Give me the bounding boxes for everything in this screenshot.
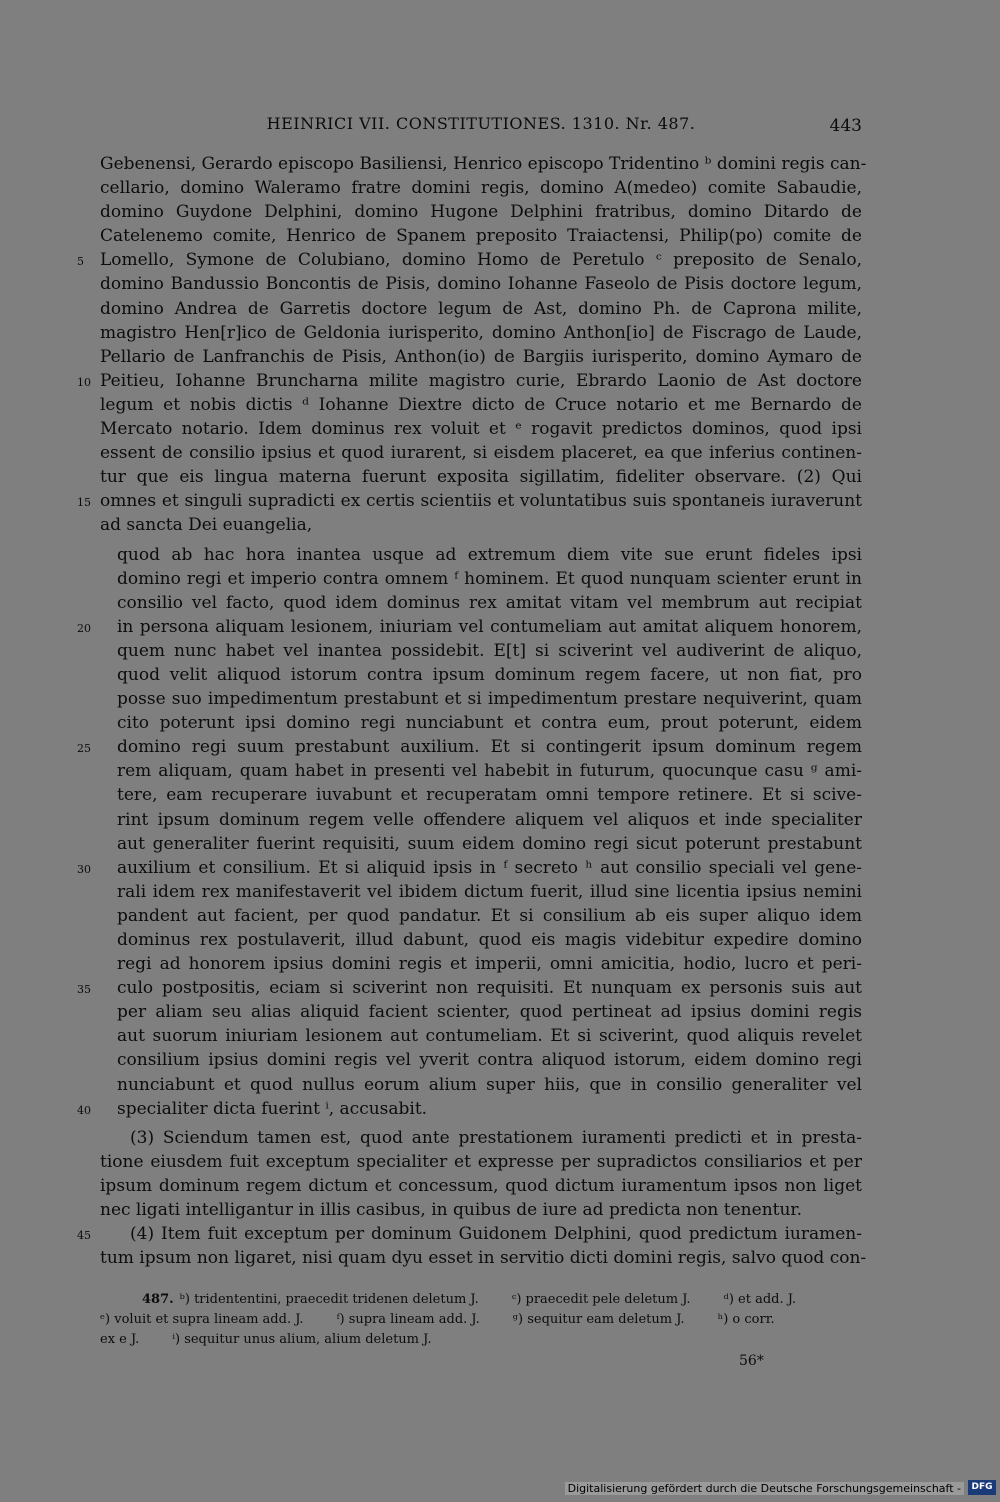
line-text: in persona aliquam lesionem, iniuriam vel contumeliam aut amitat aliquem honorem,: [117, 616, 862, 637]
text-line: [0, 663, 1000, 687]
text-line: [0, 176, 1000, 200]
line-text: Peitieu, Iohanne Bruncharna milite magistro curie, Ebrardo Laonio de Ast doctore: [100, 370, 862, 391]
footnote-text: ᵉ) voluit et supra lineam add. J. ᶠ) supra lineam add. J. ᵍ) sequitur eam deletum J. ʰ) o corr.: [100, 1312, 775, 1327]
line-text: domino Andrea de Garretis doctore legum de Ast, domino Ph. de Caprona milite,: [100, 298, 862, 319]
text-line: [0, 904, 1000, 928]
text-line: [0, 639, 1000, 663]
line-text: domino Guydone Delphini, domino Hugone Delphini fratribus, domino Ditardo de: [100, 202, 862, 223]
line-text: Gebenensi, Gerardo episcopo Basiliensi, Henrico episcopo Tridentino ᵇ domini regis can-: [100, 154, 867, 174]
footnote-document-number: 487.: [142, 1292, 174, 1307]
line-text: domino regi suum prestabunt auxilium. Et si contingerit ipsum dominum regem: [117, 737, 862, 758]
line-text: legum et nobis dictis ᵈ Iohanne Diextre dicto de Cruce notario et me Bernardo de: [100, 394, 862, 415]
text-line: [0, 1048, 1000, 1072]
line-text: magistro Hen[r]ico de Geldonia iurisperito, domino Anthon[io] de Fiscrago de Laude,: [100, 322, 862, 343]
line-text: aut generaliter fuerint requisiti, suum eidem domino regi sicut poterunt prestabunt: [117, 833, 862, 854]
text-line: [0, 152, 1000, 176]
text-line: [0, 393, 1000, 417]
text-line: [0, 952, 1000, 976]
line-text: cellario, domino Waleramo fratre domini regis, domino A(medeo) comite Sabaudie,: [100, 178, 862, 199]
line-text: ad sancta Dei euangelia,: [100, 515, 313, 536]
line-text: pandent aut facient, per quod pandatur. Et si consilium ab eis super aliquo idem: [117, 905, 862, 926]
line-number: 45: [77, 1229, 91, 1243]
text-line: [0, 928, 1000, 952]
line-number: 5: [77, 255, 84, 269]
text-line: [0, 543, 1000, 567]
line-text: nunciabunt et quod nullus eorum alium super hiis, que in consilio generaliter vel: [117, 1074, 862, 1095]
main-text: [0, 152, 1000, 1270]
footnote-line: [100, 1310, 862, 1330]
line-text: tur que eis lingua materna fuerunt exposita sigillatim, fideliter observare. (2) Qui: [100, 467, 862, 488]
line-text: quod ab hac hora inantea usque ad extremum diem vite sue erunt fideles ipsi: [117, 544, 862, 565]
line-text: specialiter dicta fuerint ⁱ, accusabit.: [117, 1098, 428, 1119]
text-line: [0, 856, 1000, 880]
text-line: [0, 687, 1000, 711]
text-line: [0, 369, 1000, 393]
line-text: culo postpositis, eciam si sciverint non requisiti. Et nunquam ex personis suis aut: [117, 978, 862, 999]
line-text: dominus rex postulaverit, illud dabunt, quod eis magis videbitur expedire domino: [117, 930, 862, 950]
text-line: [0, 224, 1000, 248]
text-line: [0, 783, 1000, 807]
line-text: Mercato notario. Idem dominus rex voluit et ᵉ rogavit predictos dominos, quod ipsi: [100, 419, 862, 440]
funding-note: Digitalisierung gefördert durch die Deutsche Forschungsgemeinschaft -: [565, 1482, 964, 1495]
footnote-text: ex e J. ⁱ) sequitur unus alium, alium deletum J.: [100, 1332, 432, 1347]
line-text: consilio vel facto, quod idem dominus rex amitat vitam vel membrum aut recipiat: [117, 592, 862, 613]
line-text: omnes et singuli supradicti ex certis scientiis et voluntatibus suis spontaneis iuraverunt: [100, 491, 862, 512]
text-line: [0, 272, 1000, 296]
line-number: 20: [77, 621, 91, 635]
signature-mark: 56*: [739, 1353, 764, 1369]
line-number: 15: [77, 496, 91, 510]
line-number: 30: [77, 862, 91, 876]
line-text: Catelenemo comite, Henrico de Spanem preposito Traiactensi, Philip(po) comite de: [100, 226, 862, 247]
footnote-line: [100, 1290, 862, 1310]
text-line: [0, 200, 1000, 224]
text-line: [0, 1073, 1000, 1097]
text-line: [0, 513, 1000, 537]
dfg-logo-icon: DFG: [968, 1480, 996, 1495]
text-line: [0, 735, 1000, 759]
line-text: tere, eam recuperare iuvabunt et recuperatam omni tempore retinere. Et si scive-: [117, 785, 862, 806]
footnotes: [100, 1290, 862, 1350]
text-line: [0, 248, 1000, 272]
line-text: per aliam seu alias aliquid facient scienter, quod pertineat ad ipsius domini regis: [117, 1002, 862, 1023]
text-line: [0, 1150, 1000, 1174]
line-text: Pellario de Lanfranchis de Pisis, Anthon(io) de Bargiis iurisperito, domino Aymaro de: [100, 346, 862, 367]
text-line: [0, 489, 1000, 513]
text-line: [0, 345, 1000, 369]
text-line: [0, 1024, 1000, 1048]
text-line: [0, 417, 1000, 441]
line-text: domino Bandussio Boncontis de Pisis, domino Iohanne Faseolo de Pisis doctore legum,: [100, 274, 862, 295]
line-number: 25: [77, 742, 91, 756]
line-text: aut suorum iniuriam lesionem aut contumeliam. Et si sciverint, quod aliquis revelet: [117, 1026, 862, 1047]
line-number: 10: [77, 375, 91, 389]
line-text: essent de consilio ipsius et quod iurarent, si eisdem placeret, ea que inferius continen-: [100, 443, 862, 464]
text-line: [0, 297, 1000, 321]
text-line: [0, 808, 1000, 832]
line-text: tione eiusdem fuit exceptum specialiter et expresse per supradictos consiliarios et per: [100, 1151, 862, 1172]
line-text: cito poterunt ipsi domino regi nunciabunt et contra eum, prout poterunt, eidem: [117, 713, 862, 734]
text-line: [0, 321, 1000, 345]
line-text: (3) Sciendum tamen est, quod ante prestationem iuramenti predicti et in presta-: [130, 1127, 862, 1148]
line-text: rali idem rex manifestaverit vel ibidem dictum fuerit, illud sine licentia ipsius nemini: [117, 881, 862, 902]
text-line: [0, 441, 1000, 465]
line-text: rint ipsum dominum regem velle offendere aliquem vel aliquos et inde specialiter: [117, 809, 862, 830]
text-line: [0, 1097, 1000, 1121]
text-line: [0, 1246, 1000, 1270]
text-line: [0, 880, 1000, 904]
line-number: 35: [77, 983, 91, 997]
text-line: [0, 591, 1000, 615]
line-text: tum ipsum non ligaret, nisi quam dyu esset in servitio dicti domini regis, salvo quod con-: [100, 1248, 867, 1269]
running-header: [100, 114, 862, 136]
line-text: consilium ipsius domini regis vel yverit contra aliquod istorum, eidem domino regi: [117, 1050, 862, 1071]
line-text: regi ad honorem ipsius domini regis et imperii, omni amicitia, hodio, lucro et peri-: [117, 954, 862, 975]
line-text: posse suo impedimentum prestabunt et si impedimentum prestare nequiverint, quam: [117, 689, 862, 710]
line-text: Lomello, Symone de Colubiano, domino Homo de Peretulo ᶜ preposito de Senalo,: [100, 250, 862, 271]
page-number: 443: [829, 116, 862, 136]
line-text: auxilium et consilium. Et si aliquid ipsis in ᶠ secreto ʰ aut consilio speciali vel gene-: [117, 857, 862, 878]
line-text: domino regi et imperio contra omnem ᶠ hominem. Et quod nunquam scienter erunt in: [117, 568, 862, 589]
text-line: [0, 832, 1000, 856]
line-text: rem aliquam, quam habet in presenti vel habebit in futurum, quocunque casu ᵍ ami-: [117, 761, 862, 782]
line-text: (4) Item fuit exceptum per dominum Guidonem Delphini, quod predictum iuramen-: [130, 1224, 862, 1245]
text-line: [0, 1174, 1000, 1198]
text-line: [0, 615, 1000, 639]
funding-bar: [0, 1472, 1000, 1502]
text-line: [0, 567, 1000, 591]
footnote-line: [100, 1330, 862, 1350]
text-line: [0, 1126, 1000, 1150]
text-line: [0, 1222, 1000, 1246]
text-line: [0, 976, 1000, 1000]
line-text: ipsum dominum regem dictum et concessum, quod dictum iuramentum ipsos non liget: [100, 1175, 862, 1196]
text-line: [0, 1198, 1000, 1222]
text-line: [0, 759, 1000, 783]
text-line: [0, 1000, 1000, 1024]
text-line: [0, 711, 1000, 735]
footnote-text: ᵇ) tridententini, praecedit tridenen deletum J. ᶜ) praecedit pele deletum J. ᵈ) et add. J.: [179, 1292, 797, 1307]
line-text: nec ligati intelligantur in illis casibus, in quibus de iure ad predicta non tenentur.: [100, 1200, 803, 1221]
line-number: 40: [77, 1103, 91, 1117]
running-title: HEINRICI VII. CONSTITUTIONES. 1310. Nr. 487.: [266, 114, 696, 133]
text-line: [0, 465, 1000, 489]
line-text: quod velit aliquod istorum contra ipsum dominum regem facere, ut non fiat, pro: [117, 664, 862, 685]
line-text: quem nunc habet vel inantea possidebit. E[t] si sciverint vel audiverint de aliquo,: [117, 640, 862, 661]
